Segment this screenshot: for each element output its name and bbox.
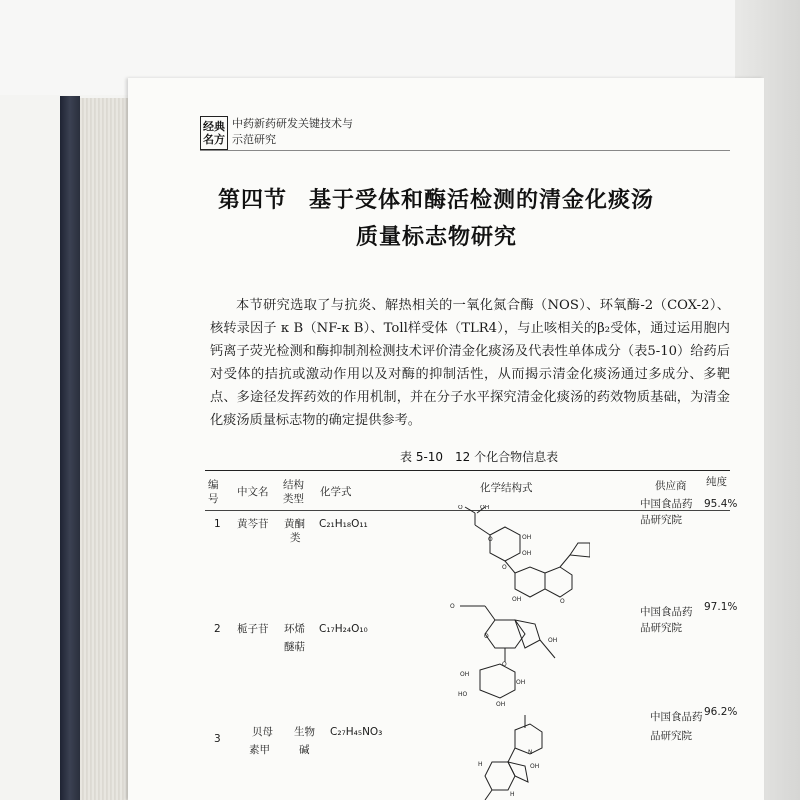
- row-1-structure-diagram: [420, 505, 590, 605]
- header-type-line-1: 结构: [283, 479, 304, 491]
- section-title-part-1: 基于受体和酶活检测的清金化痰汤: [309, 187, 655, 213]
- row-3-supplier: [650, 710, 703, 743]
- row-3-name: [249, 725, 273, 757]
- row-2-structure-diagram: [450, 598, 580, 708]
- header-cn-name: 中文名: [237, 486, 269, 498]
- row-2-supplier: [640, 605, 693, 635]
- header-no-line-1: 编: [208, 479, 219, 491]
- row-3-type: [294, 725, 315, 757]
- row-1-formula: C₂₁H₁₈O₁₁: [319, 518, 368, 530]
- header-type: [283, 478, 304, 506]
- row-3-purity: 96.2%: [704, 706, 738, 718]
- row-3-name-line-1: 贝母: [252, 726, 273, 738]
- running-header: [232, 116, 353, 148]
- row-2-formula: C₁₇H₂₄O₁₀: [319, 623, 368, 635]
- svg-text:O: O: [502, 564, 507, 571]
- section-heading-line-1: [218, 183, 654, 214]
- header-divider: [200, 150, 730, 151]
- header-type-line-2: 类型: [283, 493, 304, 505]
- svg-text:O: O: [450, 603, 455, 610]
- svg-text:OH: OH: [512, 596, 522, 603]
- svg-text:OH: OH: [522, 550, 532, 557]
- page-stack-edges: [80, 98, 128, 800]
- row-2-type: [284, 622, 305, 654]
- section-number: 第四节: [218, 187, 288, 213]
- svg-text:N: N: [528, 749, 533, 756]
- svg-text:OH: OH: [530, 763, 540, 770]
- row-2-name: 栀子苷: [237, 623, 269, 635]
- svg-text:OH: OH: [522, 534, 532, 541]
- row-1-type-line-2: 类: [290, 532, 301, 544]
- header-formula: 化学式: [320, 486, 352, 498]
- row-3-name-line-2: 素甲: [249, 744, 270, 756]
- header-structure: 化学结构式: [480, 482, 533, 494]
- svg-text:OH: OH: [516, 679, 526, 686]
- header-purity: 纯度: [706, 476, 727, 488]
- row-3-type-line-2: 碱: [299, 744, 310, 756]
- svg-text:OH: OH: [548, 637, 558, 644]
- table-top-rule: [205, 470, 730, 471]
- series-badge: [200, 116, 228, 150]
- series-title-line-1: 中药新药研发关键技术与: [232, 117, 353, 130]
- row-1-type-line-1: 黄酮: [284, 518, 305, 530]
- svg-text:HO: HO: [458, 691, 468, 698]
- book-cover-edge: [60, 96, 80, 800]
- row-1-purity: 95.4%: [704, 498, 738, 510]
- svg-text:O: O: [458, 505, 463, 511]
- row-2-type-line-1: 环烯: [284, 623, 305, 635]
- series-title-line-2: 示范研究: [232, 133, 276, 146]
- svg-text:OH: OH: [496, 701, 506, 708]
- row-3-no: 3: [214, 733, 221, 745]
- row-2-supplier-line-2: 品研究院: [640, 622, 682, 634]
- row-2-type-line-2: 醚萜: [284, 641, 305, 653]
- row-3-supplier-line-2: 品研究院: [650, 730, 692, 742]
- row-3-structure-diagram: [470, 710, 560, 800]
- row-2-no: 2: [214, 623, 221, 635]
- svg-text:O: O: [484, 633, 489, 640]
- svg-text:H: H: [510, 791, 515, 798]
- row-1-supplier-line-2: 品研究院: [640, 514, 682, 526]
- badge-line-1: 经典: [203, 120, 225, 133]
- row-1-supplier: [640, 497, 693, 527]
- row-2-purity: 97.1%: [704, 601, 738, 613]
- svg-text:OH: OH: [480, 505, 490, 511]
- row-2-supplier-line-1: 中国食品药: [640, 606, 693, 618]
- svg-text:H: H: [478, 761, 483, 768]
- row-1-name: 黄芩苷: [237, 518, 269, 530]
- row-3-type-line-1: 生物: [294, 726, 315, 738]
- row-1-type: [284, 517, 305, 545]
- row-3-supplier-line-1: 中国食品药: [650, 711, 703, 723]
- header-supplier: 供应商: [655, 480, 687, 492]
- header-no-line-2: 号: [208, 493, 219, 505]
- svg-text:O: O: [560, 598, 565, 605]
- row-1-no: 1: [214, 518, 221, 530]
- body-paragraph: 本节研究选取了与抗炎、解热相关的一氧化氮合酶（NOS）、环氧酶-2（COX-2）、核转录因子 κ B（NF-κ B）、Toll样受体（TLR4），与止咳相关的β₂受体，通过运用胞内钙离子荧光检测和酶抑制剂检测技术评价清金化痰汤及代表性单体成分（表5-10）给药后对受体的拮抗或激动作用以及对酶的抑制活性，从而揭示清金化痰汤通过多成分、多靶点、多途径发挥药效的作用机制，并在分子水平探究清金化痰汤的药效物质基础，为清金化痰汤质量标志物的确定提供参考。: [210, 298, 730, 428]
- header-no: [208, 478, 219, 506]
- row-1-supplier-line-1: 中国食品药: [640, 498, 693, 510]
- table-caption: 表 5-10 12 个化合物信息表: [400, 450, 559, 464]
- svg-text:O: O: [502, 661, 507, 668]
- svg-text:O: O: [488, 536, 493, 543]
- section-heading-line-2: 质量标志物研究: [356, 224, 518, 250]
- badge-line-2: 名方: [203, 133, 225, 146]
- svg-text:OH: OH: [460, 671, 470, 678]
- row-3-formula: C₂₇H₄₅NO₃: [330, 726, 383, 738]
